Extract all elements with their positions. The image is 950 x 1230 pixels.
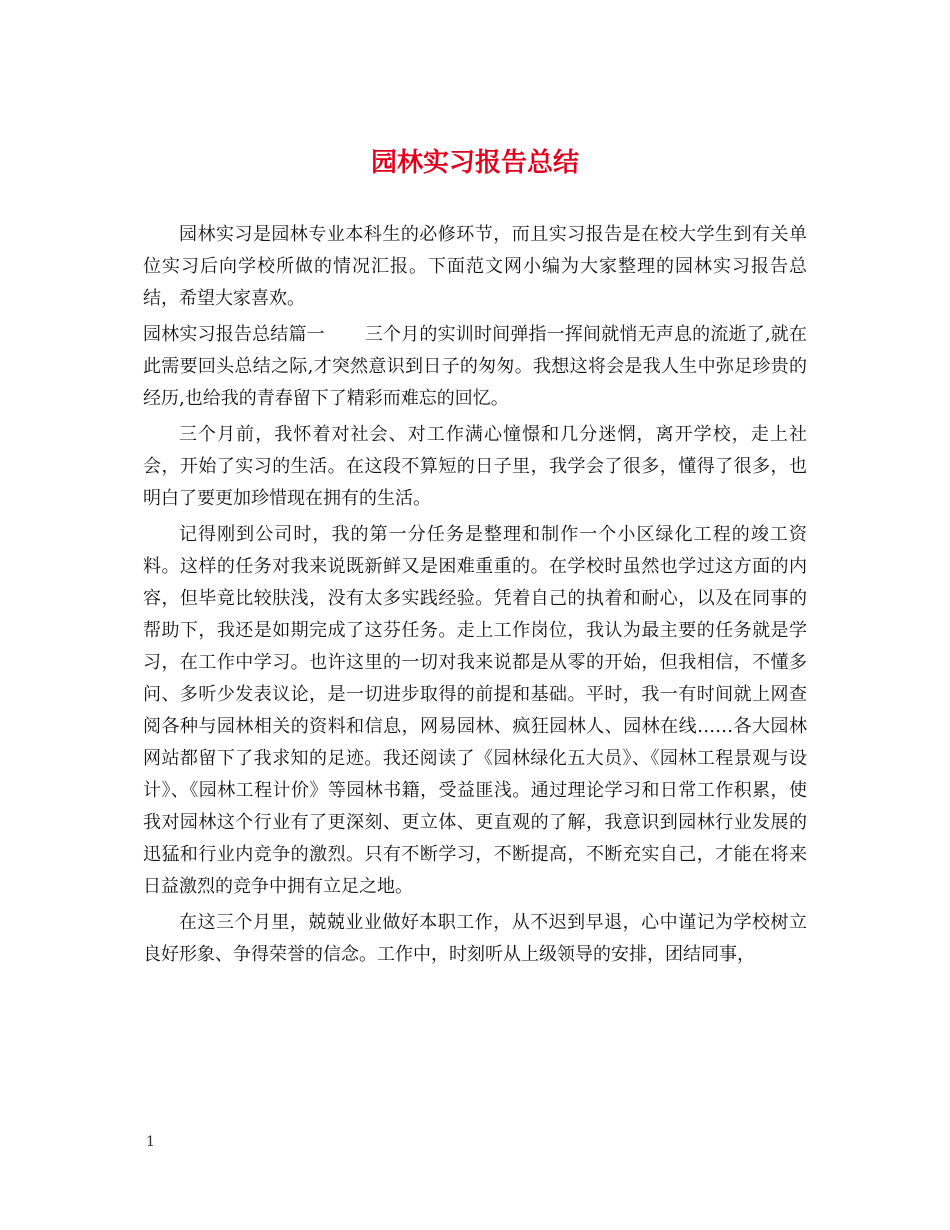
section-paragraph <box>143 319 807 415</box>
page-number: 1 <box>146 1134 155 1150</box>
document-title: 园林实习报告总结 <box>370 148 579 178</box>
paragraph-text: 三个月的实训时间弹指一挥间就悄无声息的流逝了,就在此需要回头总结之际,才突然意识到日子的匆匆。我想这将会是我人生中弥足珍贵的经历,也给我的青春留下了精彩而难忘的回忆。 <box>143 324 807 409</box>
section-heading: 园林实习报告总结篇一 <box>143 324 325 345</box>
document-body <box>143 219 807 975</box>
paragraph: 在这三个月里，兢兢业业做好本职工作，从不迟到早退，心中谨记为学校树立良好形象、争得荣誉的信念。工作中，时刻听从上级领导的安排，团结同事， <box>143 912 807 965</box>
paragraph: 三个月前，我怀着对社会、对工作满心憧憬和几分迷惘，离开学校，走上社会，开始了实习的生活。在这段不算短的日子里，我学会了很多，懂得了很多，也明白了要更加珍惜现在拥有的生活。 <box>143 424 807 509</box>
paragraph: 记得刚到公司时，我的第一分任务是整理和制作一个小区绿化工程的竣工资料。这样的任务对我来说既新鲜又是困难重重的。在学校时虽然也学过这方面的内容，但毕竟比较肤浅，没有太多实践经验。凭着自己的执着和耐心，以及在同事的帮助下，我还是如期完成了这芬任务。走上工作岗位，我认为最主要的任务就是学习，在工作中学习。也许这里的一切对我来说都是从零的开始，但我相信，不懂多问、多听少发表议论，是一切进步取得的前提和基础。平时，我一有时间就上网查阅各种与园林相关的资料和信息，网易园林、疯狂园林人、园林在线……各大园林网站都留下了我求知的足迹。我还阅读了《园林绿化五大员》、《园林工程景观与设计》、《园林工程计价》等园林书籍，受益匪浅。通过理论学习和日常工作积累，使我对园林这个行业有了更深刻、更立体、更直观的了解，我意识到园林行业发展的迅猛和行业内竞争的激烈。只有不断学习，不断提高，不断充实自己，才能在将来日益激烈的竞争中拥有立足之地。 <box>143 524 807 897</box>
intro-paragraph: 园林实习是园林专业本科生的必修环节，而且实习报告是在校大学生到有关单位实习后向学校所做的情况汇报。下面范文网小编为大家整理的园林实习报告总结，希望大家喜欢。 <box>143 224 807 309</box>
